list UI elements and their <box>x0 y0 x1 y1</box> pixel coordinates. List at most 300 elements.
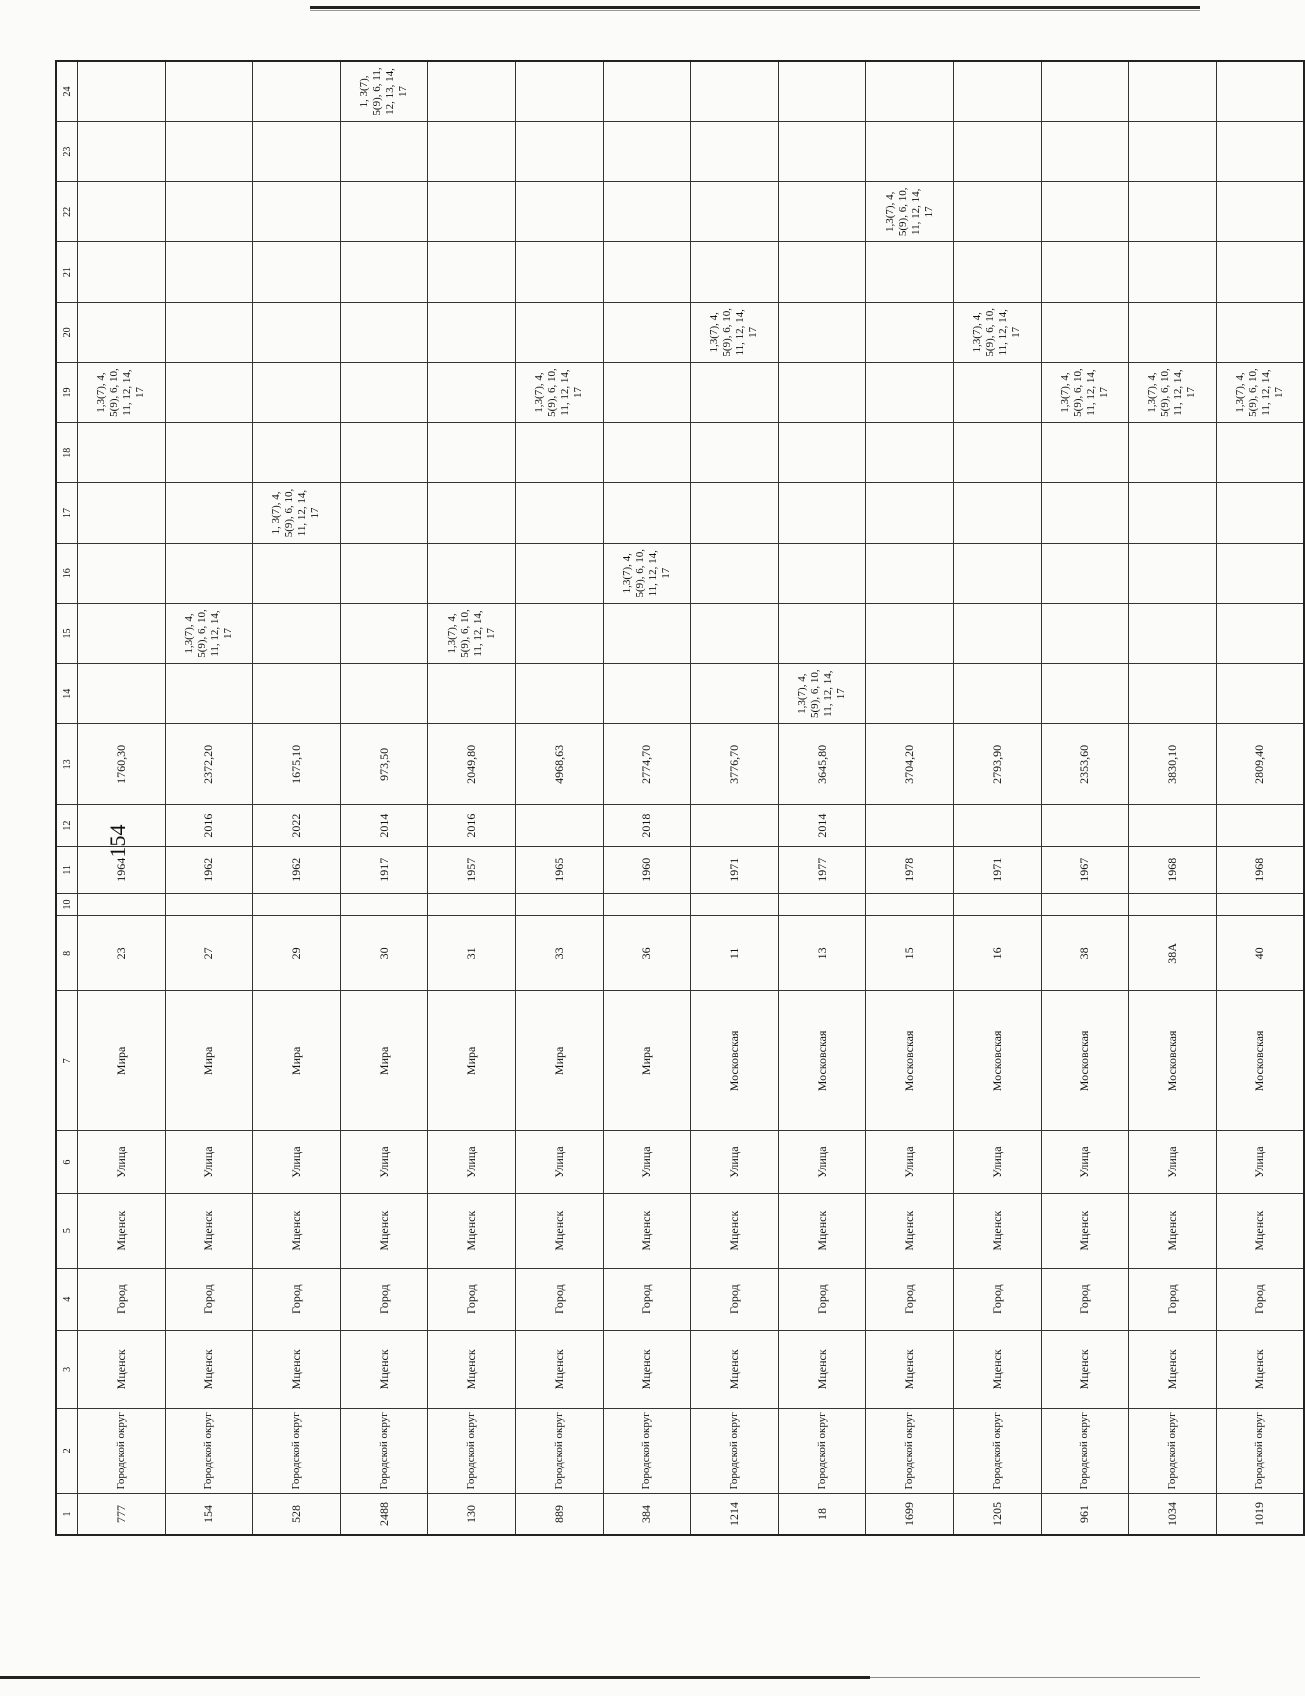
column-number-4: 4 <box>56 1268 78 1330</box>
cell-c20 <box>1041 302 1129 362</box>
cell-c18 <box>953 423 1041 483</box>
cell-c11: 1962 <box>165 846 253 893</box>
column-number-5: 5 <box>56 1193 78 1268</box>
cell-c16 <box>1041 543 1129 603</box>
cell-c21 <box>953 242 1041 302</box>
cell-c14 <box>515 664 603 724</box>
cell-c5: Мценск <box>165 1193 253 1268</box>
column-number-19: 19 <box>56 362 78 422</box>
cell-c12 <box>1129 805 1217 847</box>
cell-c10 <box>691 893 779 916</box>
cell-c2: Городской округ <box>691 1408 779 1493</box>
cell-c10 <box>515 893 603 916</box>
cell-c1: 154 <box>165 1493 253 1535</box>
cell-c14 <box>691 664 779 724</box>
cell-c23 <box>428 121 516 181</box>
cell-c12: 2016 <box>428 805 516 847</box>
cell-c22 <box>340 182 428 242</box>
cell-c14 <box>603 664 691 724</box>
cell-c1: 1034 <box>1129 1493 1217 1535</box>
cell-c22 <box>691 182 779 242</box>
column-number-7: 7 <box>56 991 78 1131</box>
cell-c24 <box>866 61 954 121</box>
cell-c3: Мценск <box>866 1330 954 1408</box>
cell-c16 <box>428 543 516 603</box>
cell-c21 <box>1216 242 1304 302</box>
cell-c15 <box>1216 603 1304 663</box>
cell-c12: 2016 <box>165 805 253 847</box>
cell-c7: Мира <box>78 991 166 1131</box>
cell-c13: 2353,60 <box>1041 724 1129 805</box>
cell-c19: 1,3(7), 4, 5(9), 6, 10, 11, 12, 14, 17 <box>1041 362 1129 422</box>
cell-c18 <box>778 423 866 483</box>
cell-c21 <box>253 242 341 302</box>
column-number-6: 6 <box>56 1131 78 1193</box>
cell-c14 <box>253 664 341 724</box>
cell-c14 <box>1216 664 1304 724</box>
cell-c8: 36 <box>603 916 691 991</box>
cell-c24 <box>165 61 253 121</box>
cell-c16 <box>1129 543 1217 603</box>
cell-c13: 3776,70 <box>691 724 779 805</box>
page-number: 154 <box>105 824 130 858</box>
cell-c17 <box>340 483 428 543</box>
cell-c4: Город <box>253 1268 341 1330</box>
cell-c17 <box>603 483 691 543</box>
cell-c4: Город <box>1216 1268 1304 1330</box>
cell-c2: Городской округ <box>866 1408 954 1493</box>
cell-c18 <box>428 423 516 483</box>
cell-c5: Мценск <box>515 1193 603 1268</box>
cell-c4: Город <box>866 1268 954 1330</box>
cell-c6: Улица <box>428 1131 516 1193</box>
cell-c19 <box>165 362 253 422</box>
cell-c7: Мира <box>428 991 516 1131</box>
cell-c14 <box>340 664 428 724</box>
cell-c21 <box>691 242 779 302</box>
cell-c19: 1,3(7), 4, 5(9), 6, 10, 11, 12, 14, 17 <box>1216 362 1304 422</box>
cell-c15 <box>78 603 166 663</box>
cell-c19 <box>428 362 516 422</box>
table-row <box>340 61 428 1535</box>
cell-c14 <box>866 664 954 724</box>
cell-c13: 2793,90 <box>953 724 1041 805</box>
table-row <box>78 61 166 1535</box>
cell-c5: Мценск <box>340 1193 428 1268</box>
cell-c4: Город <box>428 1268 516 1330</box>
cell-c3: Мценск <box>78 1330 166 1408</box>
cell-c2: Городской округ <box>778 1408 866 1493</box>
table-row <box>1216 61 1304 1535</box>
cell-c24 <box>515 61 603 121</box>
cell-c4: Город <box>691 1268 779 1330</box>
cell-c15 <box>1129 603 1217 663</box>
cell-c4: Город <box>78 1268 166 1330</box>
register-table-container <box>55 60 1305 1536</box>
cell-c20 <box>340 302 428 362</box>
cell-c8: 11 <box>691 916 779 991</box>
cell-c23 <box>603 121 691 181</box>
cell-c21 <box>1041 242 1129 302</box>
cell-c12 <box>1216 805 1304 847</box>
cell-c21 <box>165 242 253 302</box>
cell-c18 <box>253 423 341 483</box>
cell-c22 <box>778 182 866 242</box>
cell-c11: 1971 <box>691 846 779 893</box>
column-number-2: 2 <box>56 1408 78 1493</box>
cell-c6: Улица <box>165 1131 253 1193</box>
cell-c10 <box>428 893 516 916</box>
cell-c20 <box>428 302 516 362</box>
cell-c14 <box>428 664 516 724</box>
top-border-line-thin <box>310 10 1200 11</box>
cell-c15 <box>866 603 954 663</box>
cell-c23 <box>778 121 866 181</box>
cell-c22 <box>515 182 603 242</box>
cell-c17 <box>1129 483 1217 543</box>
cell-c17 <box>515 483 603 543</box>
cell-c14: 1,3(7), 4, 5(9), 6, 10, 11, 12, 14, 17 <box>778 664 866 724</box>
cell-c24 <box>1041 61 1129 121</box>
table-row <box>1129 61 1217 1535</box>
cell-c4: Город <box>953 1268 1041 1330</box>
cell-c24 <box>428 61 516 121</box>
table-row <box>1041 61 1129 1535</box>
cell-c1: 1214 <box>691 1493 779 1535</box>
cell-c20 <box>253 302 341 362</box>
cell-c16 <box>1216 543 1304 603</box>
cell-c23 <box>78 121 166 181</box>
cell-c22 <box>78 182 166 242</box>
cell-c2: Городской округ <box>1216 1408 1304 1493</box>
column-number-22: 22 <box>56 182 78 242</box>
cell-c17 <box>78 483 166 543</box>
cell-c7: Мира <box>603 991 691 1131</box>
column-number-21: 21 <box>56 242 78 302</box>
cell-c2: Городской округ <box>253 1408 341 1493</box>
cell-c8: 13 <box>778 916 866 991</box>
cell-c20 <box>1216 302 1304 362</box>
cell-c19: 1,3(7), 4, 5(9), 6, 10, 11, 12, 14, 17 <box>1129 362 1217 422</box>
cell-c23 <box>953 121 1041 181</box>
cell-c2: Городской округ <box>78 1408 166 1493</box>
cell-c6: Улица <box>691 1131 779 1193</box>
column-number-8: 8 <box>56 916 78 991</box>
cell-c20 <box>866 302 954 362</box>
table-row <box>691 61 779 1535</box>
cell-c13: 1760,30 <box>78 724 166 805</box>
cell-c2: Городской округ <box>1129 1408 1217 1493</box>
cell-c15 <box>253 603 341 663</box>
cell-c2: Городской округ <box>165 1408 253 1493</box>
cell-c3: Мценск <box>778 1330 866 1408</box>
cell-c21 <box>515 242 603 302</box>
cell-c3: Мценск <box>253 1330 341 1408</box>
cell-c7: Мира <box>340 991 428 1131</box>
cell-c8: 30 <box>340 916 428 991</box>
cell-c21 <box>778 242 866 302</box>
cell-c11: 1964 <box>78 846 166 893</box>
cell-c7: Московская <box>1129 991 1217 1131</box>
cell-c3: Мценск <box>340 1330 428 1408</box>
table-row <box>953 61 1041 1535</box>
cell-c16: 1,3(7), 4, 5(9), 6, 10, 11, 12, 14, 17 <box>603 543 691 603</box>
cell-c7: Московская <box>1041 991 1129 1131</box>
cell-c21 <box>78 242 166 302</box>
cell-c1: 2488 <box>340 1493 428 1535</box>
table-row <box>428 61 516 1535</box>
cell-c8: 38 <box>1041 916 1129 991</box>
cell-c17 <box>165 483 253 543</box>
cell-c6: Улица <box>340 1131 428 1193</box>
cell-c13: 2774,70 <box>603 724 691 805</box>
cell-c16 <box>778 543 866 603</box>
cell-c7: Московская <box>953 991 1041 1131</box>
cell-c6: Улица <box>515 1131 603 1193</box>
cell-c12 <box>515 805 603 847</box>
cell-c8: 40 <box>1216 916 1304 991</box>
cell-c1: 528 <box>253 1493 341 1535</box>
cell-c22 <box>1041 182 1129 242</box>
cell-c5: Мценск <box>1216 1193 1304 1268</box>
cell-c24 <box>1129 61 1217 121</box>
cell-c3: Мценск <box>165 1330 253 1408</box>
cell-c16 <box>340 543 428 603</box>
cell-c1: 1205 <box>953 1493 1041 1535</box>
cell-c5: Мценск <box>866 1193 954 1268</box>
cell-c22 <box>603 182 691 242</box>
cell-c4: Город <box>1041 1268 1129 1330</box>
cell-c14 <box>165 664 253 724</box>
cell-c16 <box>866 543 954 603</box>
table-row <box>866 61 954 1535</box>
cell-c4: Город <box>1129 1268 1217 1330</box>
cell-c1: 777 <box>78 1493 166 1535</box>
cell-c17: 1, 3(7), 4, 5(9), 6, 10, 11, 12, 14, 17 <box>253 483 341 543</box>
cell-c8: 33 <box>515 916 603 991</box>
top-border-line <box>310 6 1200 9</box>
cell-c10 <box>165 893 253 916</box>
cell-c24 <box>953 61 1041 121</box>
cell-c1: 1019 <box>1216 1493 1304 1535</box>
cell-c11: 1917 <box>340 846 428 893</box>
cell-c21 <box>603 242 691 302</box>
cell-c13: 3645,80 <box>778 724 866 805</box>
cell-c13: 3704,20 <box>866 724 954 805</box>
cell-c10 <box>1041 893 1129 916</box>
cell-c13: 2049,80 <box>428 724 516 805</box>
cell-c5: Мценск <box>1041 1193 1129 1268</box>
cell-c24 <box>778 61 866 121</box>
cell-c3: Мценск <box>1129 1330 1217 1408</box>
cell-c19: 1,3(7), 4, 5(9), 6, 10, 11, 12, 14, 17 <box>78 362 166 422</box>
cell-c16 <box>691 543 779 603</box>
column-number-1: 1 <box>56 1493 78 1535</box>
cell-c16 <box>78 543 166 603</box>
column-number-13: 13 <box>56 724 78 805</box>
cell-c23 <box>1216 121 1304 181</box>
cell-c15 <box>691 603 779 663</box>
cell-c13: 973,50 <box>340 724 428 805</box>
cell-c8: 16 <box>953 916 1041 991</box>
column-number-23: 23 <box>56 121 78 181</box>
cell-c2: Городской округ <box>340 1408 428 1493</box>
cell-c22 <box>253 182 341 242</box>
table-header-row <box>56 61 78 1535</box>
table-row <box>603 61 691 1535</box>
cell-c1: 889 <box>515 1493 603 1535</box>
column-number-17: 17 <box>56 483 78 543</box>
cell-c2: Городской округ <box>428 1408 516 1493</box>
cell-c14 <box>1129 664 1217 724</box>
cell-c11: 1968 <box>1216 846 1304 893</box>
cell-c15 <box>340 603 428 663</box>
cell-c22 <box>1216 182 1304 242</box>
column-number-11: 11 <box>56 846 78 893</box>
cell-c20 <box>165 302 253 362</box>
cell-c12 <box>953 805 1041 847</box>
cell-c3: Мценск <box>428 1330 516 1408</box>
cell-c15 <box>1041 603 1129 663</box>
cell-c12: 2014 <box>778 805 866 847</box>
cell-c15 <box>603 603 691 663</box>
table-row <box>253 61 341 1535</box>
table-body <box>78 61 1305 1535</box>
cell-c6: Улица <box>253 1131 341 1193</box>
cell-c14 <box>953 664 1041 724</box>
cell-c11: 1957 <box>428 846 516 893</box>
cell-c16 <box>515 543 603 603</box>
cell-c8: 27 <box>165 916 253 991</box>
cell-c17 <box>778 483 866 543</box>
cell-c23 <box>1129 121 1217 181</box>
cell-c12 <box>1041 805 1129 847</box>
cell-c17 <box>953 483 1041 543</box>
cell-c3: Мценск <box>953 1330 1041 1408</box>
cell-c5: Мценск <box>78 1193 166 1268</box>
cell-c18 <box>515 423 603 483</box>
cell-c18 <box>340 423 428 483</box>
column-number-16: 16 <box>56 543 78 603</box>
cell-c1: 1699 <box>866 1493 954 1535</box>
cell-c7: Мира <box>515 991 603 1131</box>
cell-c6: Улица <box>953 1131 1041 1193</box>
cell-c22 <box>428 182 516 242</box>
cell-c10 <box>953 893 1041 916</box>
cell-c10 <box>603 893 691 916</box>
cell-c22: 1,3(7), 4, 5(9), 6, 10, 11, 12, 14, 17 <box>866 182 954 242</box>
cell-c5: Мценск <box>253 1193 341 1268</box>
cell-c3: Мценск <box>1041 1330 1129 1408</box>
cell-c2: Городской округ <box>515 1408 603 1493</box>
cell-c19 <box>691 362 779 422</box>
cell-c12 <box>78 805 166 847</box>
cell-c7: Московская <box>778 991 866 1131</box>
cell-c22 <box>1129 182 1217 242</box>
cell-c13: 4968,63 <box>515 724 603 805</box>
cell-c21 <box>428 242 516 302</box>
bottom-border-line-thin <box>870 1677 1200 1678</box>
column-number-18: 18 <box>56 423 78 483</box>
cell-c18 <box>603 423 691 483</box>
cell-c4: Город <box>340 1268 428 1330</box>
cell-c23 <box>866 121 954 181</box>
cell-c11: 1960 <box>603 846 691 893</box>
cell-c17 <box>691 483 779 543</box>
cell-c13: 2809,40 <box>1216 724 1304 805</box>
cell-c2: Городской округ <box>953 1408 1041 1493</box>
cell-c24 <box>253 61 341 121</box>
cell-c17 <box>866 483 954 543</box>
register-table <box>55 60 1305 1536</box>
cell-c23 <box>253 121 341 181</box>
cell-c15 <box>953 603 1041 663</box>
cell-c24 <box>78 61 166 121</box>
cell-c18 <box>78 423 166 483</box>
cell-c2: Городской округ <box>1041 1408 1129 1493</box>
cell-c20 <box>78 302 166 362</box>
cell-c15: 1,3(7), 4, 5(9), 6, 10, 11, 12, 14, 17 <box>165 603 253 663</box>
cell-c6: Улица <box>1041 1131 1129 1193</box>
cell-c18 <box>1041 423 1129 483</box>
cell-c8: 29 <box>253 916 341 991</box>
table-row <box>778 61 866 1535</box>
cell-c17 <box>1041 483 1129 543</box>
cell-c10 <box>866 893 954 916</box>
cell-c5: Мценск <box>1129 1193 1217 1268</box>
cell-c12 <box>866 805 954 847</box>
cell-c10 <box>1216 893 1304 916</box>
cell-c4: Город <box>603 1268 691 1330</box>
cell-c11: 1967 <box>1041 846 1129 893</box>
cell-c6: Улица <box>1216 1131 1304 1193</box>
cell-c15 <box>515 603 603 663</box>
cell-c19: 1,3(7), 4, 5(9), 6, 10, 11, 12, 14, 17 <box>515 362 603 422</box>
cell-c11: 1968 <box>1129 846 1217 893</box>
cell-c7: Московская <box>1216 991 1304 1131</box>
cell-c16 <box>253 543 341 603</box>
cell-c13: 3830,10 <box>1129 724 1217 805</box>
cell-c14 <box>78 664 166 724</box>
cell-c7: Мира <box>165 991 253 1131</box>
cell-c18 <box>691 423 779 483</box>
cell-c5: Мценск <box>603 1193 691 1268</box>
cell-c10 <box>1129 893 1217 916</box>
cell-c19 <box>603 362 691 422</box>
cell-c22 <box>953 182 1041 242</box>
cell-c6: Улица <box>1129 1131 1217 1193</box>
cell-c8: 38А <box>1129 916 1217 991</box>
column-number-20: 20 <box>56 302 78 362</box>
cell-c15: 1,3(7), 4, 5(9), 6, 10, 11, 12, 14, 17 <box>428 603 516 663</box>
cell-c12 <box>691 805 779 847</box>
cell-c23 <box>340 121 428 181</box>
cell-c19 <box>866 362 954 422</box>
cell-c1: 961 <box>1041 1493 1129 1535</box>
column-number-12: 12 <box>56 805 78 847</box>
cell-c1: 18 <box>778 1493 866 1535</box>
cell-c16 <box>953 543 1041 603</box>
cell-c6: Улица <box>603 1131 691 1193</box>
cell-c21 <box>340 242 428 302</box>
cell-c19 <box>778 362 866 422</box>
cell-c20 <box>515 302 603 362</box>
cell-c17 <box>1216 483 1304 543</box>
cell-c5: Мценск <box>778 1193 866 1268</box>
column-number-24: 24 <box>56 61 78 121</box>
cell-c7: Мира <box>253 991 341 1131</box>
cell-c11: 1977 <box>778 846 866 893</box>
